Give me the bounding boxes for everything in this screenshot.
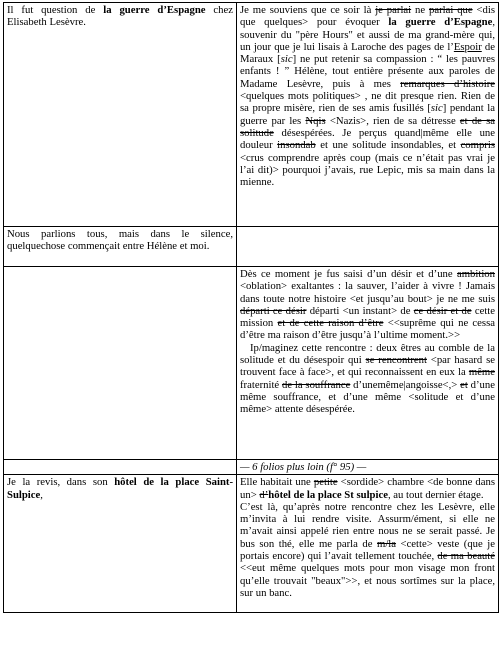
text-run: hôtel de la place Saint-Sulpice (7, 476, 234, 501)
text-run: , souvenir du "père Hours" et aussi de ma grand-mère qui, un jour que je lui lisais à Laroche des pages de l’ (240, 16, 495, 53)
text-run: la guerre d’Espagne (103, 4, 206, 16)
text-run: <<eut même quelques mots pour mon visage mon front qu’elle trouvait "beaux">>, et nous sortîmes sur la place, sur un banc. (240, 562, 495, 599)
struck-text: se rencontrent (365, 354, 427, 367)
text-run: sic (280, 53, 293, 66)
struck-text: de la souffrance (281, 378, 351, 391)
table-row (4, 475, 499, 613)
text-run: Je la revis, dans son (7, 476, 115, 489)
struck-text: départi ce désir (240, 304, 307, 317)
folio-separator: — 6 folios plus loin (f° 95) — (237, 460, 499, 475)
text-run: ] pendant la guerre par les (240, 102, 495, 127)
struck-text: ambition (457, 268, 495, 280)
text-run: <quelques mots politiques> , ne dit presque rien. Rien de sa propre misère, rien de ses amis fusillés [ (240, 90, 495, 115)
text-run: Ip/maginez cette rencontre : deux êtres au comble de la solitude et du désespoir qui (240, 341, 495, 367)
text-run: <sordide> chambre <de bonne dans un> (240, 476, 495, 501)
text-run: Espoir (453, 40, 482, 53)
text-run: cette mission (240, 304, 496, 330)
text-run: <cette> veste (que je portais encore) qui l’avait tellement touchée, (240, 537, 495, 563)
struck-text: de ma beauté (437, 550, 495, 563)
text-run: <par hasard se trouvent face à face>, et qui reconnaissent en eux la (240, 354, 495, 379)
text-run: <Nazis>, rien de sa détresse (325, 114, 460, 127)
struck-text: petite (313, 476, 338, 489)
text-run: d’une même souffrance, et d’une même <solitude et d’une même> attente désespérée. (240, 378, 495, 416)
struck-text: compris (460, 139, 495, 152)
struck-text: m/la (377, 537, 397, 550)
text-run: , (40, 488, 43, 501)
table-row (4, 227, 499, 267)
text-run: la guerre d’Espagne (388, 16, 493, 29)
text-run: Dès ce moment je fus saisi d’un désir et d’une (240, 268, 457, 280)
text-run: ne (411, 4, 429, 16)
text-run: <dis que quelques> pour évoquer (240, 4, 496, 29)
struck-text: et de cette raison d’être (277, 317, 384, 330)
struck-text: d’ (259, 488, 269, 501)
text-run: de Maraux [ (240, 40, 495, 66)
table-row (4, 3, 499, 227)
text-run: fraternité (240, 378, 282, 391)
text-run: , au tout dernier étage. (387, 488, 484, 501)
text-run: Il fut question de (7, 4, 104, 16)
text-run: <crus comprendre après coup (mais ce n’était pas vrai je l’ai dit)> pourquoi j’avais, rue Lepic, mis sa main dans la mienne. (240, 151, 495, 189)
manuscript-comparison-table (3, 2, 499, 613)
text-run: sic (430, 102, 443, 115)
struck-text: insondab (277, 139, 316, 152)
manuscript-paragraph (240, 268, 495, 342)
published-text-cell (4, 3, 237, 227)
text-run: hôtel de la place St sulpice (268, 488, 388, 501)
struck-text: et de sa solitude (240, 114, 496, 139)
published-text-cell (4, 227, 237, 267)
struck-text: et (460, 378, 468, 391)
table-row (4, 267, 499, 460)
struck-text: remarques d’histoire (400, 77, 495, 90)
text-run: Nous parlions tous, mais dans le silence, quelquechose commençait entre Hélène et moi. (7, 228, 233, 253)
text-run: départi <un instant> de (306, 304, 414, 317)
text-run: ] ne put retenir sa compassion : “ les pauvres enfants ! ” Hélène, tout entière présente aux paroles de Madame Lesèvre, puis à mes (240, 53, 496, 90)
text-run: Je me souviens que ce soir là (240, 4, 376, 16)
manuscript-text-cell (237, 3, 499, 227)
text-run: et une solitude insondables, et (315, 139, 461, 152)
text-run: <<suprême qui ne cessa d’être ma raison d’être jusqu’à l’ultime moment.>> (240, 317, 495, 342)
published-text-cell (4, 267, 237, 460)
manuscript-paragraph (240, 342, 495, 416)
text-run: désespérées. Je perçus quand|même elle une douleur (240, 126, 495, 152)
manuscript-text-cell (237, 267, 499, 460)
manuscript-text-cell (237, 475, 499, 613)
text-run: Elle habitait une (240, 476, 314, 489)
text-run: d’unemême|angoisse<,> (350, 378, 461, 391)
empty-cell (4, 460, 237, 475)
text-run: chez Elisabeth Lesèvre. (7, 4, 233, 29)
struck-text: ce désir et de (413, 304, 472, 317)
table-row (4, 460, 499, 475)
text-run: <oblation> exaltantes : la sauver, l’aider à vivre ! Jamais dans toute notre histoire <et jusqu’au bout> je ne me suis (240, 280, 495, 305)
text-run: C’est là, qu’après notre rencontre chez les Lesèvre, elle m’invita à lui rendre visite. Assurm/ément, si elle ne m’avait ainsi appelé rien entre nous ne se serait passé. Je bus son thé, elle me parla de (240, 500, 495, 550)
published-text-cell (4, 475, 237, 613)
struck-text: Nqis (305, 114, 326, 127)
struck-text: je parlai (375, 4, 412, 16)
manuscript-text-cell (237, 227, 499, 267)
struck-text: même (468, 366, 495, 379)
struck-text: parlai que (428, 4, 473, 16)
